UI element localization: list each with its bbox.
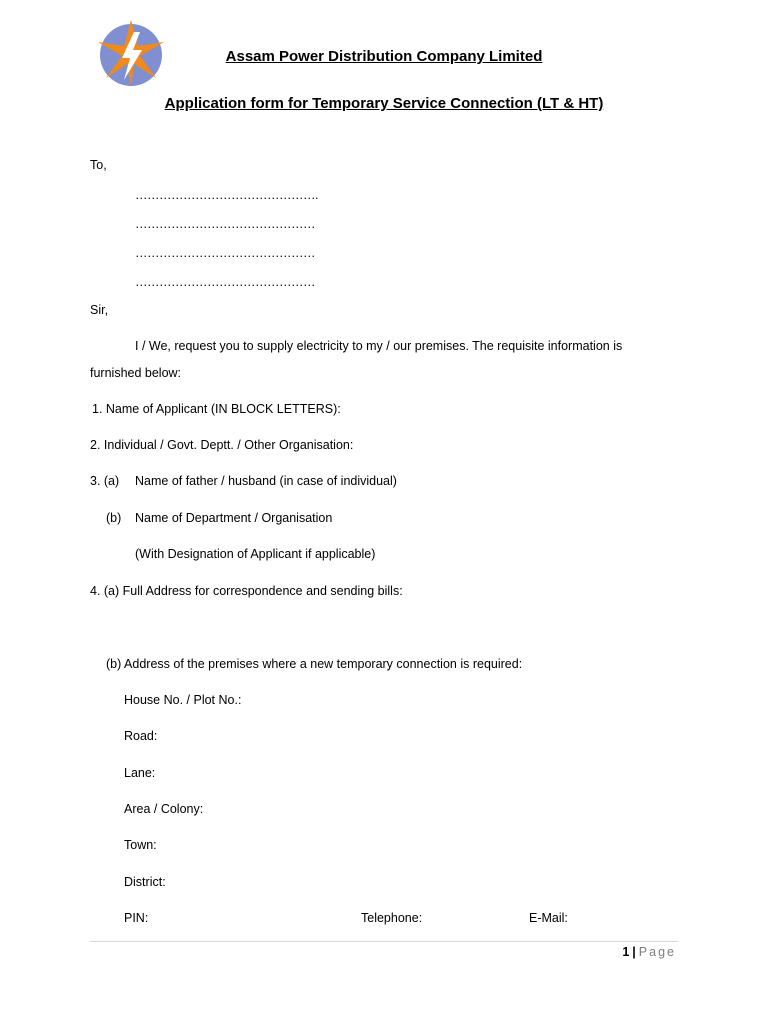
intro-line-1: I / We, request you to supply electricity to my / our premises. The requisite information is bbox=[135, 339, 623, 353]
address-line-2: ……………………………………… bbox=[135, 217, 315, 231]
intro-line-2: furnished below: bbox=[90, 366, 182, 380]
page-label: Page bbox=[638, 945, 676, 959]
field-email: E-Mail: bbox=[529, 911, 568, 925]
salutation: Sir, bbox=[90, 303, 109, 317]
field-3b-number: (b) bbox=[106, 511, 122, 525]
field-4b-label: (b) Address of the premises where a new temporary connection is required: bbox=[106, 657, 523, 671]
page-number: 1 bbox=[622, 945, 630, 959]
field-3b-note: (With Designation of Applicant if applicable) bbox=[135, 547, 376, 561]
field-pin: PIN: bbox=[124, 911, 149, 925]
address-line-3: ……………………………………… bbox=[135, 246, 315, 260]
footer-separator: | bbox=[632, 945, 636, 959]
field-road: Road: bbox=[124, 729, 158, 743]
address-line-4: ……………………………………… bbox=[135, 275, 315, 289]
field-3b-label: Name of Department / Organisation bbox=[135, 511, 333, 525]
footer-divider bbox=[90, 941, 678, 942]
field-applicant-name: 1. Name of Applicant (IN BLOCK LETTERS): bbox=[92, 402, 341, 416]
page-footer bbox=[622, 945, 676, 959]
field-town: Town: bbox=[124, 838, 157, 852]
address-line-1: ………………………………………. bbox=[135, 188, 318, 202]
to-label: To, bbox=[90, 158, 107, 172]
field-lane: Lane: bbox=[124, 766, 156, 780]
company-name: Assam Power Distribution Company Limited bbox=[225, 48, 543, 65]
field-applicant-type: 2. Individual / Govt. Deptt. / Other Organisation: bbox=[90, 438, 354, 452]
field-3a-label: Name of father / husband (in case of individual) bbox=[135, 474, 397, 488]
field-area: Area / Colony: bbox=[124, 802, 204, 816]
field-telephone: Telephone: bbox=[361, 911, 423, 925]
field-4a-label: 4. (a) Full Address for correspondence and sending bills: bbox=[90, 584, 403, 598]
form-title: Application form for Temporary Service Connection (LT & HT) bbox=[164, 95, 604, 112]
field-3a-number: 3. (a) bbox=[90, 474, 120, 488]
field-district: District: bbox=[124, 875, 166, 889]
field-house-no: House No. / Plot No.: bbox=[124, 693, 242, 707]
